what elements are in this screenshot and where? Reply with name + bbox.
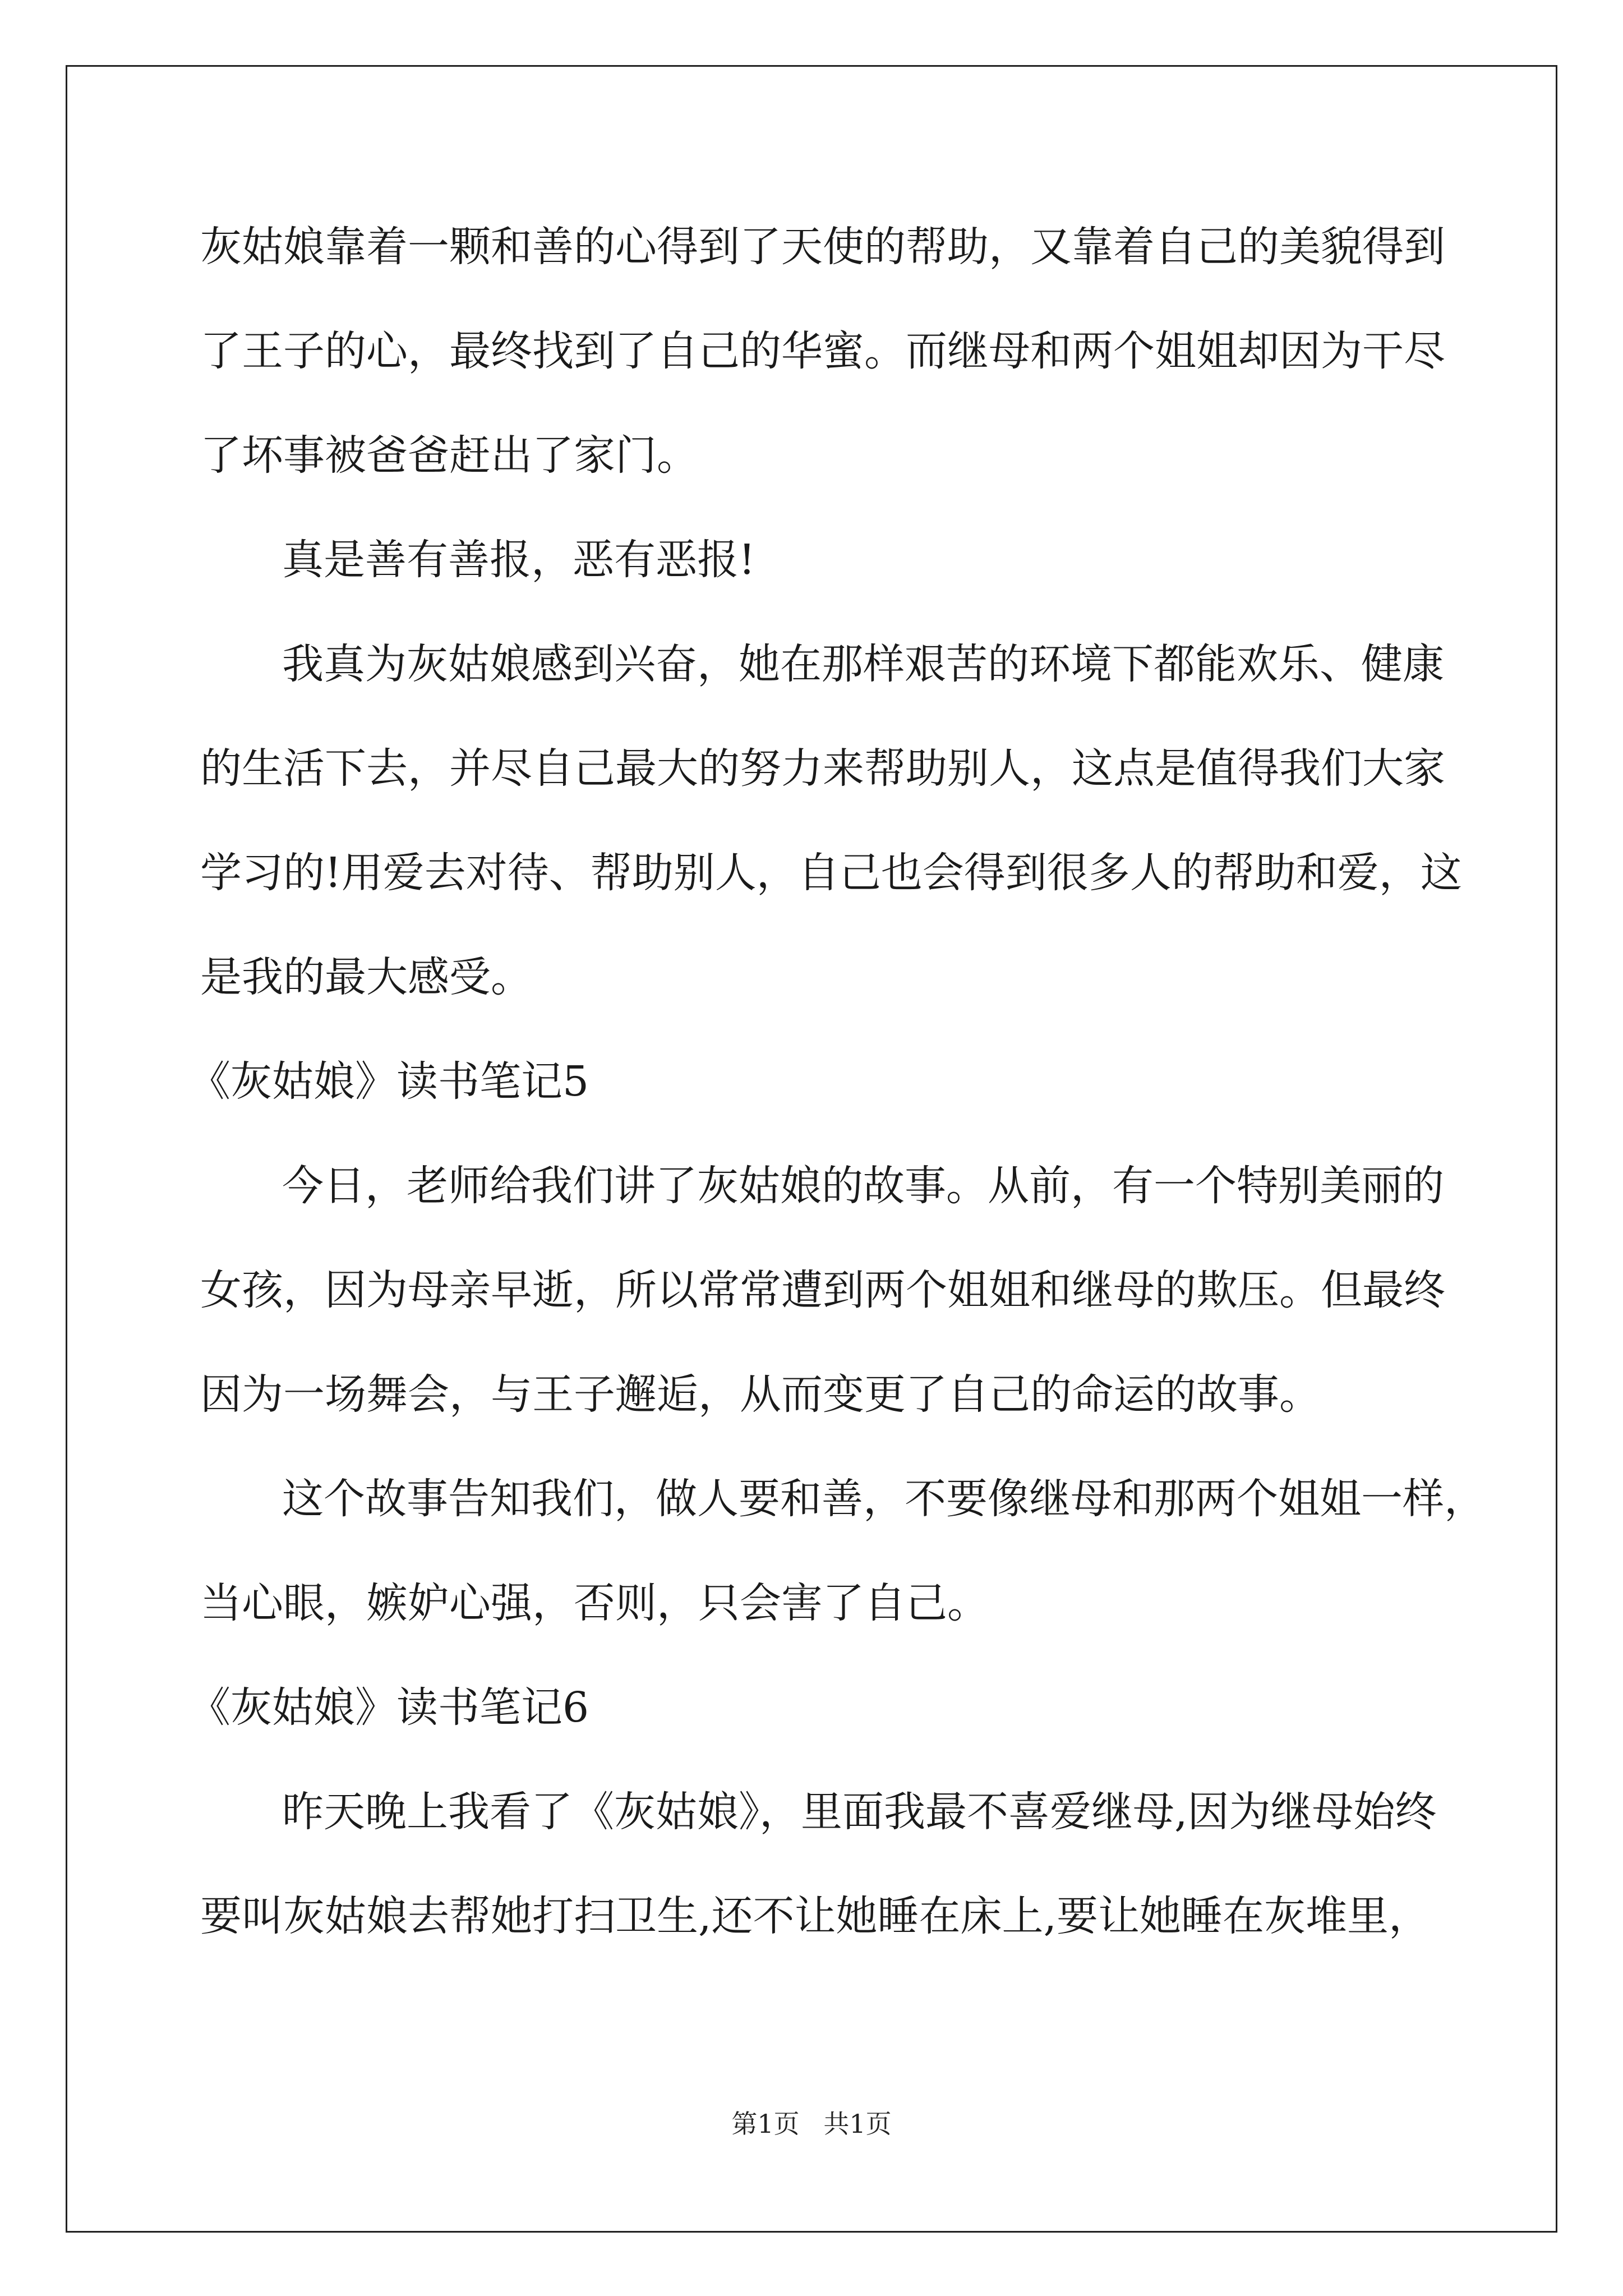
paragraph-line: 灰姑娘靠着一颗和善的心得到了天使的帮助，又靠着自己的美貌得到 — [200, 223, 1445, 271]
paragraph-line: 我真为灰姑娘感到兴奋，她在那样艰苦的环境下都能欢乐、健康 — [282, 640, 1444, 688]
paragraph-line: 昨天晚上我看了《灰姑娘》，里面我最不喜爱继母,因为继母始终 — [282, 1788, 1437, 1836]
paragraph-line: 了坏事被爸爸赶出了家门。 — [200, 431, 698, 480]
paragraph-line: 当心眼，嫉妒心强，否则，只会害了自己。 — [200, 1579, 989, 1627]
page-number: 第1页 — [731, 2109, 800, 2139]
page-footer — [0, 2107, 1623, 2141]
paragraph-line: 是我的最大感受。 — [200, 953, 532, 1001]
paragraph-line: 的生活下去，并尽自己最大的努力来帮助别人，这点是值得我们大家 — [200, 744, 1445, 793]
paragraph-line: 因为一场舞会，与王子邂逅，从而变更了自己的命运的故事。 — [200, 1370, 1321, 1419]
paragraph-line: 学习的!用爱去对待、帮助别人，自己也会得到很多人的帮助和爱，这 — [200, 849, 1462, 897]
section-heading: 《灰姑娘》读书笔记5 — [189, 1057, 589, 1106]
paragraph-line: 今日，老师给我们讲了灰姑娘的故事。从前，有一个特别美丽的 — [282, 1162, 1444, 1210]
paragraph-line: 女孩，因为母亲早逝，所以常常遭到两个姐姐和继母的欺压。但最终 — [200, 1266, 1445, 1314]
paragraph-line: 这个故事告知我们，做人要和善，不要像继母和那两个姐姐一样， — [282, 1475, 1486, 1523]
paragraph-line: 要叫灰姑娘去帮她打扫卫生,还不让她睡在床上,要让她睡在灰堆里， — [200, 1892, 1431, 1940]
paragraph-line: 了王子的心，最终找到了自己的华蜜。而继母和两个姐姐却因为干尽 — [200, 327, 1445, 375]
paragraph-line: 真是善有善报，恶有恶报! — [282, 536, 755, 584]
section-heading: 《灰姑娘》读书笔记6 — [189, 1683, 589, 1732]
page-total: 共1页 — [823, 2109, 892, 2139]
